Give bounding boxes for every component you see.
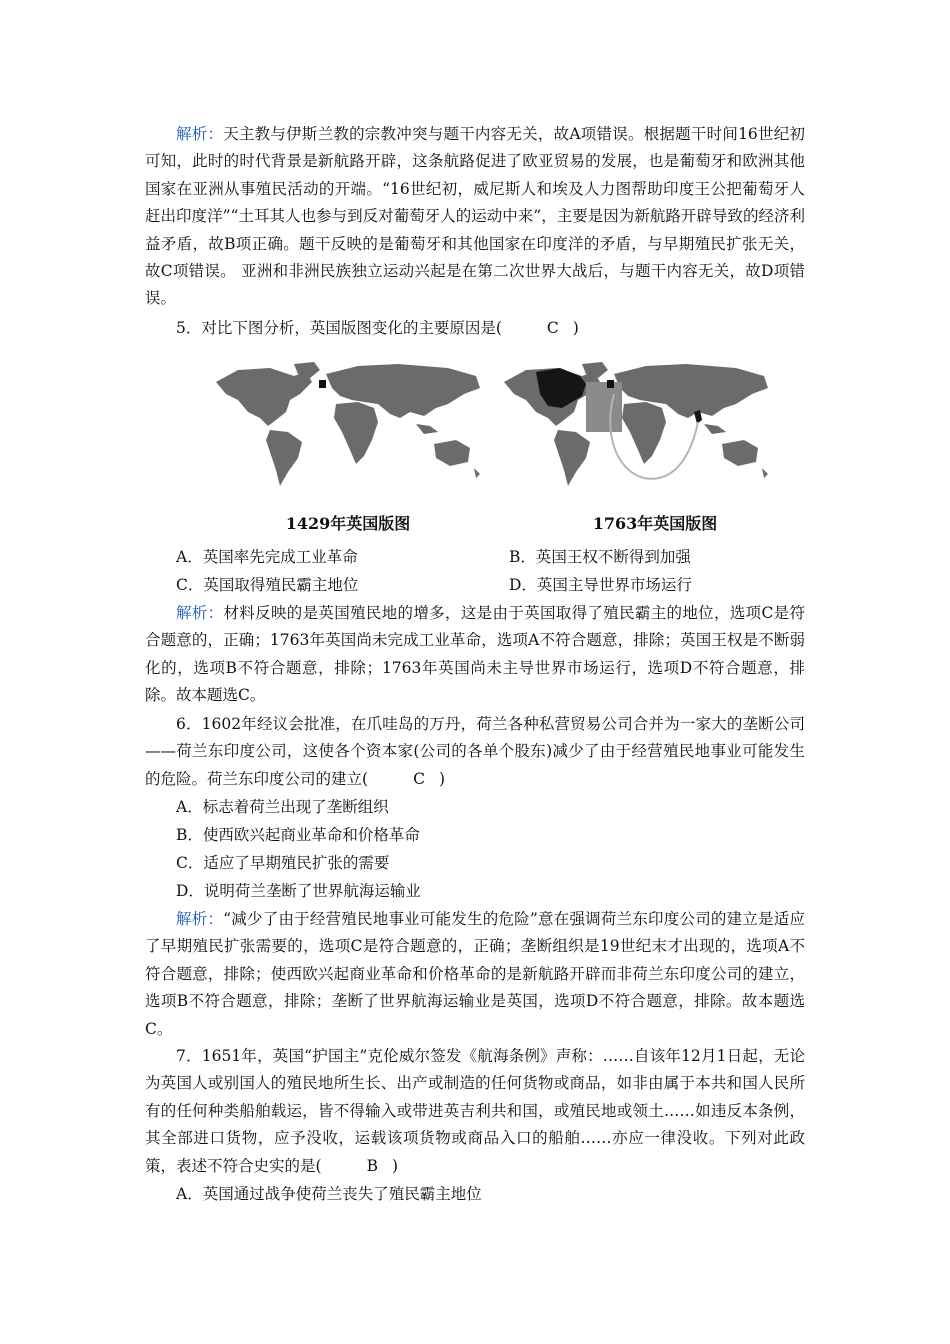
map-1429: [198, 360, 488, 488]
england-1763-marker: [607, 380, 614, 388]
q6-option-a: A．标志着荷兰出现了垄断组织: [176, 798, 389, 816]
q7-close: ): [391, 1156, 399, 1175]
australia-shape: [434, 440, 470, 466]
q5-analysis-text: 材料反映的是英国殖民地的增多，这是由于英国取得了殖民霸主的地位，选项C是符合题意的，正确；1763年英国尚未完成工业革命，选项A不符合题意，排除；英国王权是不断弱化的，选项B不符合题意，排除；1763年英国尚未主导世界市场运行，选项D不符合题意，排除。故本题选C。: [145, 604, 805, 705]
map-1763-caption: 1763年英国版图: [592, 514, 718, 533]
q5-close: ): [572, 319, 579, 337]
q7-option-a: A．英国通过战争使荷兰丧失了殖民霸主地位: [176, 1185, 482, 1203]
q4-analysis-text: 天主教与伊斯兰教的宗教冲突与题干内容无关，故A项错误。根据题干时间16世纪初可知，此时的时代背景是新航路开辟，这条航路促进了欧亚贸易的发展，也是葡萄牙和欧洲其他国家在亚洲从事殖民活动的开端。“16世纪初，威尼斯人和埃及人力图帮助印度王公把葡萄牙人赶出印度洋”“土耳其人也参与到反对葡萄牙人的运动中来”，主要是因为新航路开辟导致的经济利益矛盾，故B项正确。题干反映的是葡萄牙和其他国家在印度洋的矛盾，与早期殖民扩张无关，故C项错误。 亚洲和非洲民族独立运动兴起是在第二次世界大战后，与题干内容无关，故D项错误。: [145, 125, 805, 308]
south-america-shape: [266, 430, 302, 486]
q5-answer: C: [546, 319, 559, 337]
q6-stem-text: 6．1602年经议会批准，在爪哇岛的万丹，荷兰各种私营贸易公司合并为一家大的垄断公司——荷兰东印度公司，这使各个资本家(公司的各单个股东)减少了由于经营殖民地事业可能发生的危险。荷兰东印度公司的建立(: [145, 715, 805, 788]
q7-answer: B: [366, 1156, 378, 1175]
q7-stem: [145, 1043, 805, 1180]
q5-stem: [145, 315, 805, 342]
analysis-label: 解析：: [176, 604, 224, 622]
q6-analysis: [145, 906, 805, 1043]
south-america-shape: [554, 430, 590, 486]
q6-stem: [145, 711, 805, 793]
q5-option-b: B．英国王权不断得到加强: [509, 548, 691, 566]
q6-analysis-text: “减少了由于经营殖民地事业可能发生的危险”意在强调荷兰东印度公司的建立是适应了早期殖民扩张需要的，选项C是符合题意的，正确；垄断组织是19世纪末才出现的，选项A不符合题意，排除；使西欧兴起商业革命和价格革命的是新航路开辟而非荷兰东印度公司的建立，选项B不符合题意，排除；垄断了世界航海运输业是英国，选项D不符合题意，排除。故本题选C。: [145, 910, 805, 1038]
map-1429-caption: 1429年英国版图: [285, 514, 411, 533]
q5-stem-text: 5．对比下图分析，英国版图变化的主要原因是(: [176, 319, 502, 337]
england-1429-marker: [319, 380, 326, 388]
q4-analysis: [145, 121, 805, 313]
q6-option-d: D．说明荷兰垄断了世界航海运输业: [176, 882, 421, 900]
africa-shape: [334, 402, 378, 464]
q5-option-a: A．英国率先完成工业革命: [176, 548, 358, 566]
analysis-label: 解析：: [176, 125, 224, 143]
q6-close: ): [438, 769, 445, 788]
q6-answer: C: [413, 769, 425, 788]
q5-option-c: C．英国取得殖民霸主地位: [176, 576, 359, 594]
q6-option-b: B．使西欧兴起商业革命和价格革命: [176, 826, 420, 844]
north-america-shape: [216, 368, 312, 426]
australia-shape: [722, 440, 758, 466]
atlantic-shade: [586, 382, 622, 432]
q7-stem-text: 7．1651年，英国“护国主”克伦威尔签发《航海条例》声称：……自该年12月1日起，无论为英国人或别国人的殖民地所生长、出产或制造的任何货物或商品，如非由属于本共和国人民所有的任何种类船舶载运，皆不得输入或带进英吉利共和国，或殖民地或领土……如违反本条例，其全部进口货物，应予没收，运载该项货物或商品入口的船舶……亦应一律没收。下列对此政策，表述不符合史实的是(: [145, 1047, 805, 1175]
q5-option-d: D．英国主导世界市场运行: [509, 576, 692, 594]
q5-analysis: [145, 600, 805, 710]
map-1763: [486, 360, 776, 488]
q6-option-c: C．适应了早期殖民扩张的需要: [176, 854, 390, 872]
africa-shape: [622, 402, 666, 464]
analysis-label: 解析：: [176, 910, 224, 928]
